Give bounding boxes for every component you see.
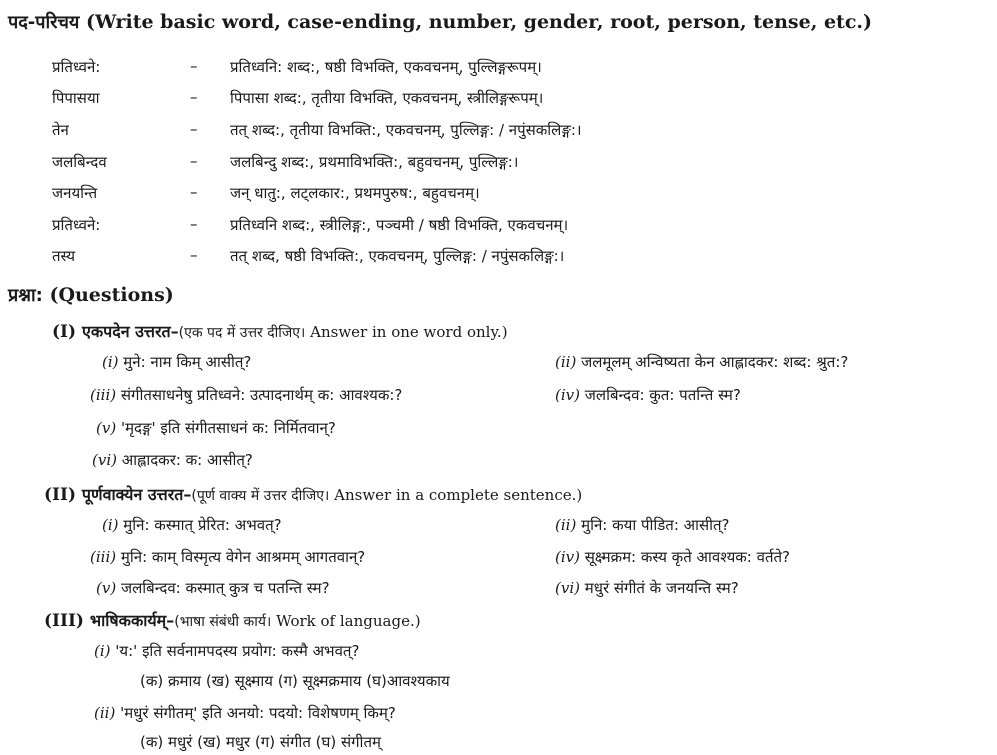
questions-heading-hindi: प्रश्ना: <box>8 285 43 306</box>
question-text: 'मधुरं संगीतम्' इति अनयो: पदयो: विशेषणम् किम्? <box>120 704 396 722</box>
question-text: मुनि: काम् विस्मृत्य वेगेन आश्रमम् आगतवान्? <box>120 548 366 566</box>
question-text: मुनि: कया पीडित: आसीत्? <box>581 516 730 534</box>
question-number: (i) <box>102 353 119 371</box>
question-item <box>555 515 730 535</box>
question-item <box>92 450 253 470</box>
section-note-english: Work of language.) <box>276 612 421 630</box>
section-number: (II) <box>44 485 76 505</box>
question-text: जलबिन्दव: कुत: पतन्ति स्म? <box>584 386 741 404</box>
pada-definition: प्रतिध्वनि शब्द:, स्त्रीलिङ्ग:, पञ्चमी / षष्ठी विभक्ति, एकवचनम्। <box>230 216 569 234</box>
question-number: (vi) <box>555 579 580 597</box>
question-number: (vi) <box>92 451 117 469</box>
question-text: संगीतसाधनेषु प्रतिध्वने: उत्पादनार्थम् क: आवश्यक:? <box>120 386 403 404</box>
pada-definition: तत् शब्द, षष्ठी विभक्ति:, एकवचनम्, पुल्लिङ्ग: / नपुंसकलिङ्ग:। <box>230 247 565 265</box>
pada-dash: – <box>190 246 198 264</box>
pada-dash: – <box>190 120 198 138</box>
section-number: (I) <box>52 322 77 342</box>
section-note-english: Answer in a complete sentence.) <box>334 486 583 504</box>
pada-definition: तत् शब्द:, तृतीया विभक्ति:, एकवचनम्, पुल्लिङ्ग: / नपुंसकलिङ्ग:। <box>230 121 582 139</box>
question-text: जलमूलम् अन्विष्यता केन आह्लादकर: शब्द: श्रुत:? <box>581 353 849 371</box>
section-three-heading <box>44 609 421 631</box>
pada-dash: – <box>190 183 198 201</box>
question-text: मुने: नाम किम् आसीत्? <box>123 353 252 371</box>
question-number: (ii) <box>555 353 577 371</box>
question-number: (ii) <box>94 704 116 722</box>
section-note-hindi: (भाषा संबंधी कार्य। <box>174 614 272 630</box>
answer-options: (क) मधुरं (ख) मधुर (ग) संगीत (घ) संगीतम् <box>140 733 381 751</box>
question-item <box>555 352 848 372</box>
question-number: (iv) <box>555 386 580 404</box>
question-number: (iii) <box>90 386 117 404</box>
question-text: मधुरं संगीतं के जनयन्ति स्म? <box>584 579 739 597</box>
heading-english: (Write basic word, case-ending, number, gender, root, person, tense, etc.) <box>86 11 872 33</box>
question-item <box>102 515 282 535</box>
heading-hindi: पद-परिचय <box>8 12 80 33</box>
question-text: मुनि: कस्मात् प्रेरित: अभवत्? <box>123 516 282 534</box>
pada-dash: – <box>190 57 198 75</box>
section-two-heading <box>44 483 582 505</box>
questions-heading-english: (Questions) <box>49 284 174 306</box>
section-note-hindi: (एक पद में उत्तर दीजिए। <box>178 325 306 341</box>
section-note-hindi: (पूर्ण वाक्य में उत्तर दीजिए। <box>191 488 330 504</box>
question-number: (iv) <box>555 548 580 566</box>
pada-word: प्रतिध्वने: <box>52 58 101 76</box>
question-item <box>94 703 396 723</box>
pada-definition: जलबिन्दु शब्द:, प्रथमाविभक्ति:, बहुवचनम्, पुल्लिङ्ग:। <box>230 153 519 171</box>
pada-word: पिपासया <box>52 89 100 107</box>
pada-word: जलबिन्दव <box>52 153 107 171</box>
question-item <box>555 578 739 598</box>
pada-word: जनयन्ति <box>52 184 98 202</box>
question-number: (v) <box>96 579 117 597</box>
question-item <box>555 547 790 567</box>
pada-parichay-heading <box>8 10 993 34</box>
question-number: (iii) <box>90 548 117 566</box>
pada-dash: – <box>190 215 198 233</box>
question-item <box>90 547 365 567</box>
question-text: जलबिन्दव: कस्मात् कुत्र च पतन्ति स्म? <box>120 579 330 597</box>
question-text: आह्लादकर: क: आसीत्? <box>121 451 253 469</box>
pada-word: तेन <box>52 121 69 139</box>
section-number: (III) <box>44 611 84 631</box>
section-title: एकपदेन उत्तरत– <box>81 322 179 341</box>
answer-options: (क) क्रमाय (ख) सूक्ष्माय (ग) सूक्ष्मक्रमाय (घ)आवश्यकाय <box>140 672 450 690</box>
pada-word: प्रतिध्वने: <box>52 216 101 234</box>
question-item <box>555 385 741 405</box>
pada-definition: पिपासा शब्द:, तृतीया विभक्ति, एकवचनम्, स्त्रीलिङ्गरूपम्। <box>230 89 544 107</box>
question-number: (i) <box>102 516 119 534</box>
question-number: (v) <box>96 419 117 437</box>
question-text: सूक्ष्मक्रम: कस्य कृते आवश्यक: वर्तते? <box>584 548 791 566</box>
question-item <box>90 385 402 405</box>
pada-definition: जन् धातु:, लट्लकार:, प्रथमपुरुष:, बहुवचनम्। <box>230 184 480 202</box>
pada-word: तस्य <box>52 247 76 265</box>
pada-definition: प्रतिध्वनि: शब्द:, षष्ठी विभक्ति, एकवचनम्, पुल्लिङ्गरूपम्। <box>230 58 542 76</box>
section-note-english: Answer in one word only.) <box>310 323 508 341</box>
question-text: 'य:' इति सर्वनामपदस्य प्रयोग: कस्मै अभवत्? <box>115 642 360 660</box>
question-item <box>102 352 251 372</box>
pada-dash: – <box>190 88 198 106</box>
question-number: (i) <box>94 642 111 660</box>
questions-heading <box>8 283 174 307</box>
section-title: पूर्णवाक्येन उत्तरत– <box>81 485 192 504</box>
question-number: (ii) <box>555 516 577 534</box>
question-item <box>96 578 330 598</box>
section-title: भाषिककार्यम्– <box>89 611 175 630</box>
section-one-heading <box>52 320 508 342</box>
question-item <box>94 641 359 661</box>
question-item <box>96 418 336 438</box>
pada-dash: – <box>190 152 198 170</box>
question-text: 'मृदङ्ग' इति संगीतसाधनं क: निर्मितवान्? <box>120 419 336 437</box>
